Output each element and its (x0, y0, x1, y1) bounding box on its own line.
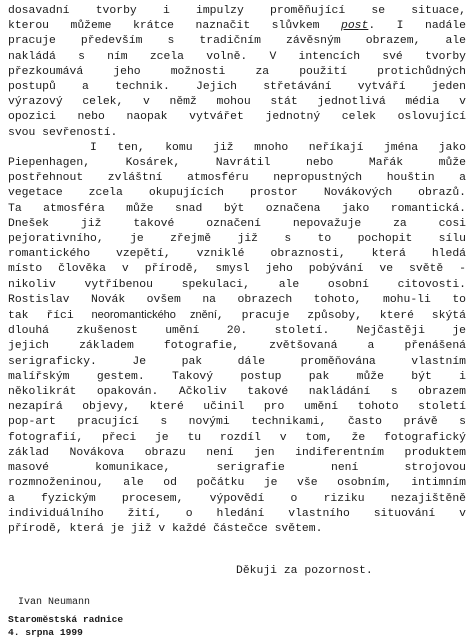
text-line: individuálního žití, o hledání vlastního situování v (8, 507, 466, 520)
text-line: dosavadní tvorby i impulzy proměňující se situace, (8, 5, 466, 17)
text-line: Ta atmosféra může snad být označena jako romantická. (8, 202, 466, 215)
text-line: nakládá s ním zcela volně. V intencích své tvorby (8, 50, 466, 63)
text-line: místo člověka v přírodě, smysl jeho pobývání ve světě - (8, 263, 466, 276)
text-line: fotografií, přeci je tu rozdíl v tom, že fotografický (8, 431, 466, 444)
text-line: pejorativního, je zřejmě již s to pochopit sílu (8, 233, 466, 246)
paragraph-2 (8, 141, 466, 537)
text-line: nikoliv vytříbenou spekulaci, ale osobní citovosti. (8, 278, 466, 291)
text-span: tak říci (8, 310, 92, 323)
text-line: Piepenhagen, Kosárek, Navrátil nebo Mařák může (8, 157, 466, 170)
text-line: Dnešek již takové označení nepovažuje za cosi (8, 217, 466, 230)
document-body (8, 4, 466, 537)
text-line: opozici nebo naopak vytvářet jednotný celek oslovující (8, 111, 466, 124)
text-line: pracuje především s tradičním závěsným obrazem, ale (8, 35, 466, 48)
text-line: přírodě, která je již v každé částečce světem. (8, 522, 323, 535)
text-line: Rostislav Novák ovšem na obrazech tohoto, mohu-li to (8, 293, 466, 306)
date-label: 4. srpna 1999 (8, 627, 83, 638)
text-span: kterou můžeme krátce naznačit slůvkem (8, 20, 341, 33)
paragraph-1 (8, 4, 466, 141)
text-line: základ Novákova obrazu není jen indiferentním produktem (8, 446, 466, 459)
text-line: a fyzickým procesem, výpovědí o riziku nezajištěně (8, 492, 466, 505)
inline-phrase: neoromantického znění (91, 309, 217, 322)
text-line: přezkoumává jeho možnosti za použití protichůdných (8, 65, 466, 78)
text-line: serigraficky. Je pak dále proměňována vlastním (8, 355, 466, 368)
text-line: několikrát opakován. Ačkoliv takové nakládání s obrazem (8, 386, 466, 399)
text-line: dlouhá zkušenost umění 20. století. Nejčastěji je (8, 325, 466, 338)
text-line: malířským gestem. Takový postup pak může být i (8, 370, 466, 383)
text-line: masové komunikace, serigrafie není strojovou (8, 462, 466, 475)
text-line (8, 308, 466, 324)
closing-line: Děkuji za pozornost. (236, 565, 373, 577)
text-line: rozmnoženinou, ale od počátku je vše osobním, intimním (8, 477, 466, 490)
place-label: Staroměstská radnice (8, 614, 124, 625)
text-line: romantického vzepětí, vzniklé obraznosti, která hledá (8, 248, 466, 261)
text-line: postupů a technik. Jejich střetávání vytváří jeden (8, 81, 466, 94)
text-line: jejich základem fotografie, zvětšovaná a přenášená (8, 340, 466, 353)
text-line: postřehnout zvláštní atmosféru nepropustných houštin a (8, 172, 466, 185)
signature: Ivan Neumann (18, 597, 91, 608)
text-line: svou sevřeností. (8, 126, 118, 139)
text-line: vegetace zcela okupujících prostor Novákových obrazů. (8, 187, 466, 200)
text-span: . I nadále (368, 20, 466, 33)
text-line: pop-art pracující s novými technikami, často právě s (8, 416, 466, 429)
text-line (8, 19, 466, 34)
text-span: , pracuje způsoby, které skýtá (216, 310, 466, 323)
text-line: I ten, komu již mnoho neříkají jména jako (8, 141, 466, 154)
underlined-word: post (341, 20, 369, 33)
text-line: výrazový celek, v němž mohou stát jednotlivá média v (8, 96, 466, 109)
text-line: nezapírá objevy, které učinil pro umění tohoto století (8, 401, 466, 414)
